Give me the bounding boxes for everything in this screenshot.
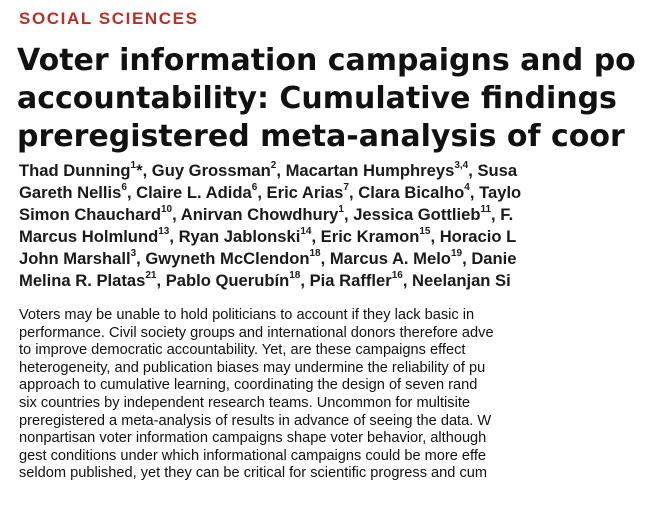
author-name: Danie xyxy=(471,249,517,268)
author xyxy=(19,227,179,246)
author-separator: , xyxy=(491,205,501,224)
author-line xyxy=(19,270,659,292)
affiliation-marker: 18 xyxy=(289,270,301,282)
author-name: Claire L. Adida xyxy=(136,183,252,202)
author-separator: , xyxy=(276,161,286,180)
author xyxy=(471,249,516,268)
author-line xyxy=(19,226,659,248)
title-line: accountability: Cumulative findings xyxy=(17,81,617,116)
author-separator: , xyxy=(300,271,310,290)
abstract-line: heterogeneity, and publication biases may undermine the reliability of pu xyxy=(19,359,486,376)
author xyxy=(181,205,353,224)
author-name: Eric Arias xyxy=(266,183,344,202)
author xyxy=(19,271,166,290)
author-separator: , xyxy=(126,183,137,202)
author-line xyxy=(19,160,659,182)
author xyxy=(166,271,310,290)
affiliation-marker: 19 xyxy=(450,248,463,260)
affiliation-marker: 14 xyxy=(300,226,312,238)
author-name: F. xyxy=(500,205,514,224)
corresponding-author-mark: * xyxy=(136,161,143,180)
author-separator: , xyxy=(462,249,472,268)
author-name: Neelanjan Si xyxy=(412,271,511,290)
author xyxy=(358,183,479,202)
author xyxy=(440,227,517,246)
author-list xyxy=(19,160,659,292)
author-name: Clara Bicalho xyxy=(358,183,465,202)
affiliation-marker: 6 xyxy=(121,182,127,194)
author-name: Thad Dunning xyxy=(19,161,131,180)
author-separator: , xyxy=(430,227,440,246)
author-separator: , xyxy=(257,183,267,202)
author xyxy=(477,161,517,180)
author-name: Marcus A. Melo xyxy=(329,249,451,268)
affiliation-marker: 16 xyxy=(391,270,403,282)
abstract-line: to improve democratic accountability. Yet, are these campaigns effect xyxy=(19,342,466,359)
abstract-line: six countries by independent research teams. Uncommon for multisite xyxy=(19,394,470,411)
author-separator: , xyxy=(136,249,146,268)
affiliation-marker: 3 xyxy=(130,248,137,260)
affiliation-marker: 7 xyxy=(343,182,349,194)
author-separator: , xyxy=(348,183,359,202)
affiliation-marker: 4 xyxy=(464,182,470,194)
abstract-line: nonpartisan voter information campaigns shape voter behavior, although xyxy=(19,430,487,447)
affiliation-marker: 6 xyxy=(251,182,258,194)
author-line xyxy=(19,182,659,204)
author-separator: , xyxy=(172,205,181,224)
author-name: Ryan Jablonski xyxy=(178,227,301,246)
affiliation-marker: 15 xyxy=(419,226,431,238)
author xyxy=(19,205,181,224)
author xyxy=(19,161,152,180)
affiliation-marker: 18 xyxy=(309,248,321,260)
author-separator: , xyxy=(402,271,413,290)
affiliation-marker: 1 xyxy=(130,160,137,172)
author xyxy=(286,161,478,180)
author-name: Gwyneth McClendon xyxy=(145,249,310,268)
author-line xyxy=(19,248,659,270)
author-name: Melina R. Platas xyxy=(19,271,146,290)
author xyxy=(19,183,136,202)
affiliation-marker: 3,4 xyxy=(454,160,469,172)
author xyxy=(500,205,513,224)
author-name: Simon Chauchard xyxy=(19,205,161,224)
affiliation-marker: 10 xyxy=(161,204,173,216)
author-separator: , xyxy=(156,271,166,290)
author-name: Horacio L xyxy=(439,227,517,246)
author-name: Taylo xyxy=(479,183,522,202)
section-label: SOCIAL SCIENCES xyxy=(19,9,199,28)
abstract-line: performance. Civil society groups and international donors therefore adve xyxy=(19,324,494,341)
author-name: Eric Kramon xyxy=(320,227,420,246)
affiliation-marker: 11 xyxy=(480,204,492,216)
author-name: Susa xyxy=(477,161,518,180)
author xyxy=(19,249,145,268)
title-line: preregistered meta-analysis of coor xyxy=(17,119,625,154)
author-separator: , xyxy=(468,161,478,180)
author xyxy=(267,183,359,202)
author-separator: , xyxy=(343,205,354,224)
author-name: Pia Raffler xyxy=(309,271,392,290)
author xyxy=(412,271,511,290)
abstract-line: approach to cumulative learning, coordinating the design of seven rand xyxy=(19,377,478,394)
author-name: Gareth Nellis xyxy=(19,183,122,202)
author-name: Marcus Holmlund xyxy=(19,227,159,246)
author xyxy=(310,271,412,290)
author xyxy=(152,161,286,180)
affiliation-marker: 1 xyxy=(338,204,344,216)
author-name: Guy Grossman xyxy=(151,161,271,180)
author-line xyxy=(19,204,659,226)
title-line: Voter information campaigns and po xyxy=(17,43,636,78)
abstract-line: preregistered a meta-analysis of results in advance of seeing the data. W xyxy=(19,412,492,429)
author xyxy=(145,249,329,268)
author xyxy=(353,205,500,224)
author xyxy=(321,227,440,246)
author-name: Macartan Humphreys xyxy=(285,161,455,180)
author-name: Jessica Gottlieb xyxy=(353,205,481,224)
affiliation-marker: 21 xyxy=(145,270,157,282)
author-separator: , xyxy=(469,183,480,202)
author-name: Pablo Querubín xyxy=(165,271,290,290)
affiliation-marker: 2 xyxy=(270,160,277,172)
author xyxy=(479,183,521,202)
affiliation-marker: 13 xyxy=(158,226,170,238)
author-separator: , xyxy=(169,227,179,246)
author-separator: , xyxy=(311,227,321,246)
abstract-line: gest conditions under which informational campaigns could be more effe xyxy=(19,447,486,464)
author xyxy=(136,183,266,202)
author xyxy=(179,227,321,246)
abstract-line: seldom published, yet they can be critical for scientific progress and cum xyxy=(19,465,488,482)
author xyxy=(330,249,471,268)
author-separator: , xyxy=(142,161,152,180)
article-title xyxy=(17,42,657,156)
author-name: Anirvan Chowdhury xyxy=(180,205,339,224)
author-name: John Marshall xyxy=(19,249,131,268)
author-separator: , xyxy=(320,249,330,268)
abstract-line: Voters may be unable to hold politicians to account if they lack basic in xyxy=(19,307,475,323)
abstract xyxy=(19,307,659,483)
